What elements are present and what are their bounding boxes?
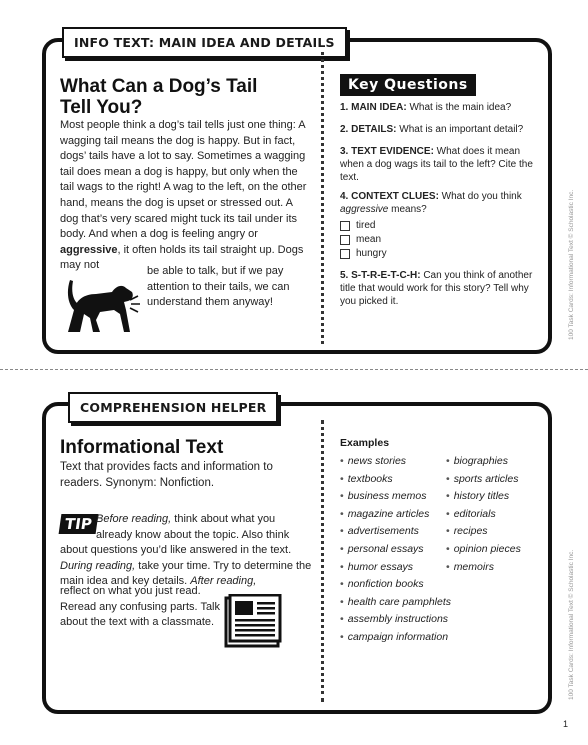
column-divider xyxy=(321,420,324,702)
examples-list-right xyxy=(446,453,521,576)
list-item: • campaign information xyxy=(340,629,451,647)
article-title: What Can a Dog’s Tail Tell You? xyxy=(60,76,258,118)
tip-text-line3: reflect on what you just read. Reread any confusing parts. Talk about the text with a classmate. xyxy=(60,585,220,629)
article-body: Most people think a dog’s tail tells just one thing: A wagging tail means the dog is happy. But in fact, dogs’ tails have a lot to say. Sometimes a wagging tail does mean a dog is happy, but only when the tail wags to the right! A wag to the left, on the other hand, means the dog is upset or stressed out. A dog that’s very scared might tuck its tail under its body. And when a dog is feeling angry or aggressive, it often holds its tail straight up. Dogs may not xyxy=(60,119,307,272)
cut-line xyxy=(0,369,588,370)
option-mean[interactable]: mean xyxy=(340,233,381,246)
checkbox[interactable] xyxy=(340,221,350,231)
checkbox[interactable] xyxy=(340,249,350,259)
examples-list-left xyxy=(340,453,451,647)
examples-heading: Examples xyxy=(340,437,390,449)
list-item: • business memos xyxy=(340,488,451,506)
question-5: 5. S-T-R-E-T-C-H: Can you think of another title that would work for this story? Tell why you picked it. xyxy=(340,270,533,307)
checkbox[interactable] xyxy=(340,235,350,245)
list-item: • advertisements xyxy=(340,523,451,541)
card-category-tab: COMPREHENSION HELPER xyxy=(68,392,278,423)
copyright-credit: 100 Task Cards: Informational Text © Scholastic Inc. xyxy=(568,189,575,340)
list-item: • recipes xyxy=(446,523,521,541)
list-item: • opinion pieces xyxy=(446,541,521,559)
list-item: • nonfiction books xyxy=(340,576,451,594)
question-4: 4. CONTEXT CLUES: What do you think aggressive means? xyxy=(340,191,522,215)
list-item: • assembly instructions xyxy=(340,611,451,629)
article-body-end: be able to talk, but if we pay attention to their tails, we can understand them anyway! xyxy=(147,265,290,309)
helper-title: Informational Text xyxy=(60,437,224,458)
option-tired[interactable]: tired xyxy=(340,219,375,232)
tip-text-line1: Before reading, think about what you already know about the topic. Also think xyxy=(96,513,290,541)
list-item: • health care pamphlets xyxy=(340,594,451,612)
definition-text: Text that provides facts and information to readers. Synonym: Nonfiction. xyxy=(60,461,273,489)
card-category-tab: INFO TEXT: MAIN IDEA AND DETAILS xyxy=(62,27,347,58)
tip-badge: TIP xyxy=(59,514,99,534)
tip-text-line2: about questions you’d like answered in the text. During reading, take your time. Try to determine the main idea and key details. After reading, xyxy=(60,544,312,588)
list-item: • magazine articles xyxy=(340,506,451,524)
list-item: • biographies xyxy=(446,453,521,471)
dog-silhouette-icon xyxy=(60,270,142,340)
column-divider xyxy=(321,52,324,344)
list-item: • editorials xyxy=(446,506,521,524)
list-item: • history titles xyxy=(446,488,521,506)
question-3: 3. TEXT EVIDENCE: What does it mean when a dog wags its tail to the left? Cite the text. xyxy=(340,146,533,183)
question-2: 2. DETAILS: What is an important detail? xyxy=(340,124,524,135)
list-item: • memoirs xyxy=(446,559,521,577)
newspaper-icon xyxy=(224,594,282,648)
page-number: 1 xyxy=(563,719,569,729)
copyright-credit: 100 Task Cards: Informational Text © Scholastic Inc. xyxy=(568,549,575,700)
vocab-word: aggressive xyxy=(60,243,118,256)
list-item: • news stories xyxy=(340,453,451,471)
list-item: • humor essays xyxy=(340,559,451,577)
list-item: • sports articles xyxy=(446,471,521,489)
key-questions-banner: Key Questions xyxy=(340,74,476,96)
list-item: • textbooks xyxy=(340,471,451,489)
list-item: • personal essays xyxy=(340,541,451,559)
question-1: 1. MAIN IDEA: What is the main idea? xyxy=(340,102,512,113)
option-hungry[interactable]: hungry xyxy=(340,247,387,260)
